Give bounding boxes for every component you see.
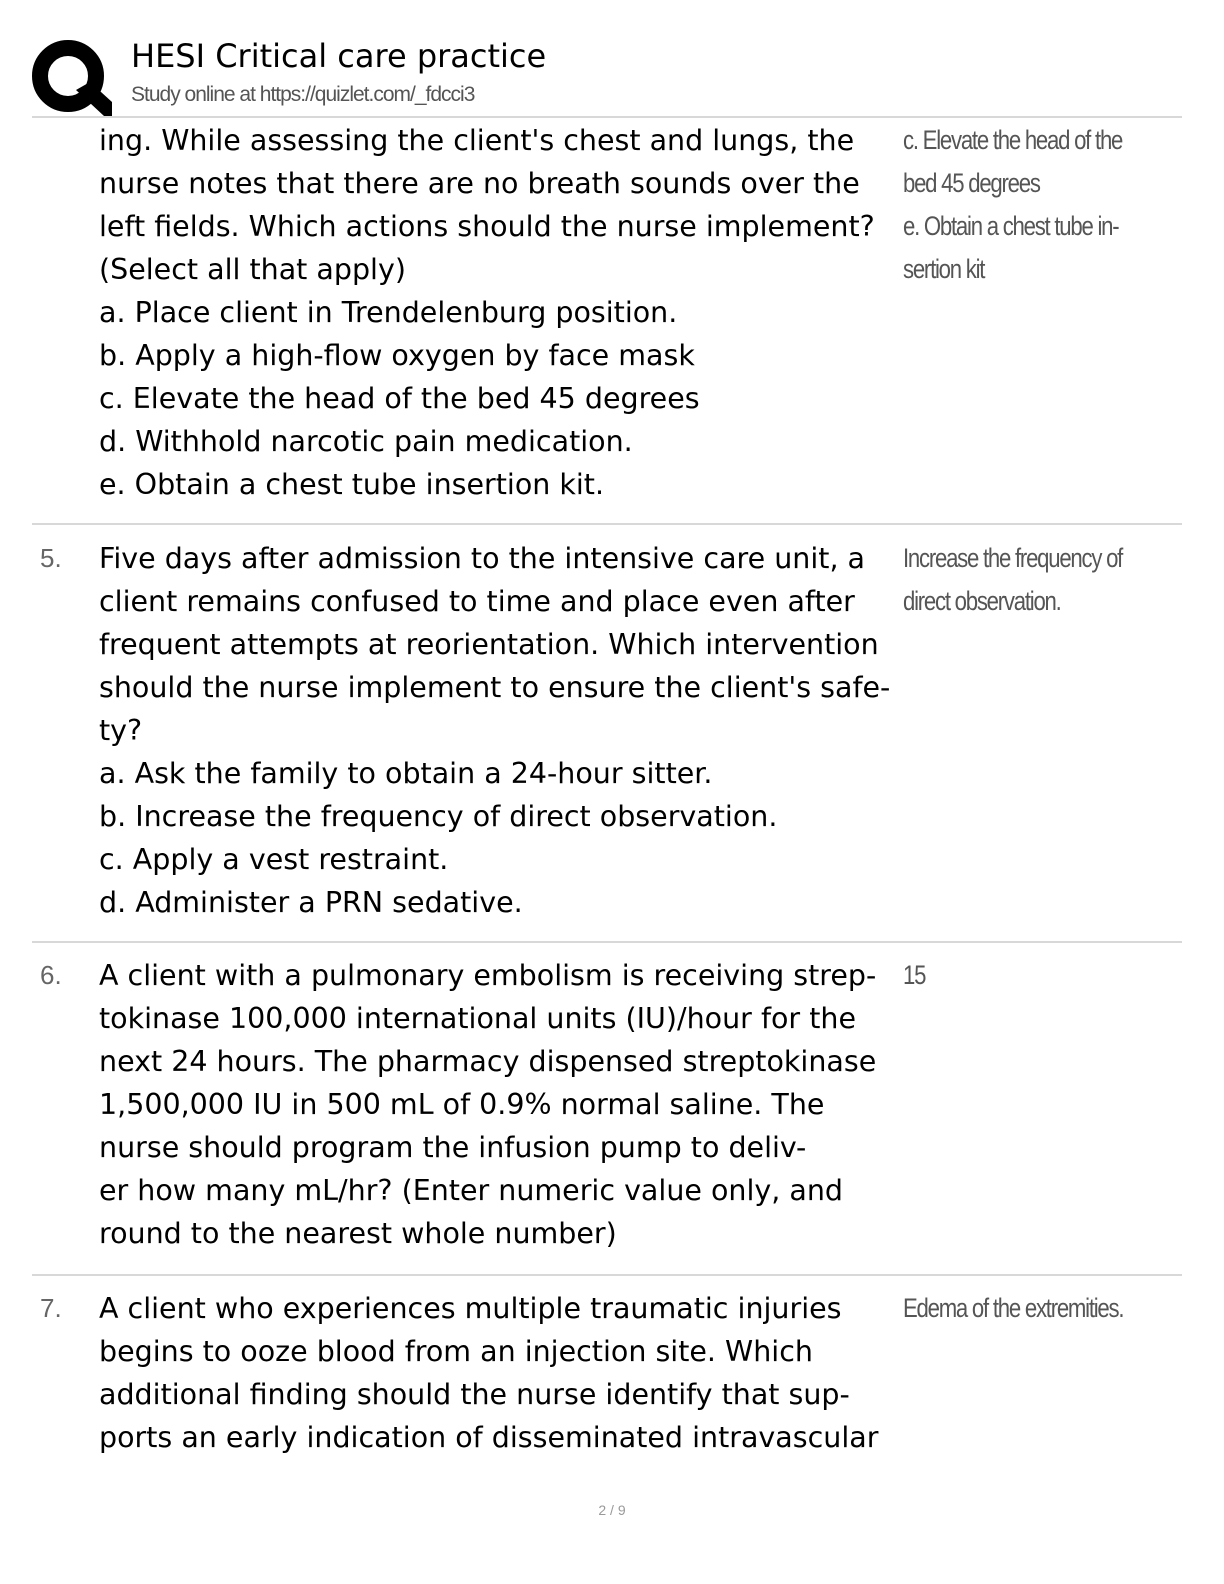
card-number: 6. xyxy=(40,960,62,990)
answer-option: b. Increase the frequency of direct observation. xyxy=(99,800,778,833)
question-line: should the nurse implement to ensure the client's safe- xyxy=(99,671,891,704)
answer-line: c. Elevate the head of the xyxy=(903,125,1123,155)
question-line: er how many mL/hr? (Enter numeric value only, and xyxy=(99,1174,843,1207)
card-question xyxy=(99,119,899,506)
answer-line: bed 45 degrees xyxy=(903,168,1040,198)
question-line: next 24 hours. The pharmacy dispensed streptokinase xyxy=(99,1045,877,1078)
page-header xyxy=(30,32,1190,116)
answer-option: d. Administer a PRN sedative. xyxy=(99,886,523,919)
question-line: tokinase 100,000 international units (IU)/hour for the xyxy=(99,1002,856,1035)
card-answer xyxy=(903,119,1141,291)
question-line: A client who experiences multiple traumatic injuries xyxy=(99,1292,842,1325)
card-question xyxy=(99,537,899,924)
question-line: 1,500,000 IU in 500 mL of 0.9% normal saline. The xyxy=(99,1088,825,1121)
question-line: frequent attempts at reorientation. Which intervention xyxy=(99,628,879,661)
quizlet-q-logo-icon xyxy=(30,36,112,118)
question-line: left fields. Which actions should the nurse implement? xyxy=(99,210,875,243)
question-line: Five days after admission to the intensive care unit, a xyxy=(99,542,866,575)
answer-line: Edema of the extremities. xyxy=(903,1293,1124,1323)
question-line: ty? xyxy=(99,714,143,747)
question-line: nurse notes that there are no breath sounds over the xyxy=(99,167,860,200)
header-divider xyxy=(32,116,1182,118)
question-line: begins to ooze blood from an injection site. Which xyxy=(99,1335,813,1368)
answer-option: c. Elevate the head of the bed 45 degrees xyxy=(99,382,700,415)
answer-line: sertion kit xyxy=(903,254,985,284)
answer-option: c. Apply a vest restraint. xyxy=(99,843,449,876)
answer-option: b. Apply a high-flow oxygen by face mask xyxy=(99,339,695,372)
card-answer xyxy=(903,1287,1141,1330)
question-line: additional finding should the nurse identify that sup- xyxy=(99,1378,850,1411)
card-divider xyxy=(32,1274,1182,1276)
answer-option: e. Obtain a chest tube insertion kit. xyxy=(99,468,605,501)
page-indicator: 2 / 9 xyxy=(598,1502,626,1518)
question-line: round to the nearest whole number) xyxy=(99,1217,617,1250)
answer-line: 15 xyxy=(903,960,926,990)
card-question xyxy=(99,954,899,1255)
answer-option: a. Place client in Trendelenburg position. xyxy=(99,296,678,329)
answer-option: d. Withhold narcotic pain medication. xyxy=(99,425,633,458)
answer-option: a. Ask the family to obtain a 24-hour sitter. xyxy=(99,757,713,790)
question-line: client remains confused to time and place even after xyxy=(99,585,855,618)
question-line: ing. While assessing the client's chest and lungs, the xyxy=(99,124,855,157)
question-line: ports an early indication of disseminated intravascular xyxy=(99,1421,879,1454)
question-line: A client with a pulmonary embolism is receiving strep- xyxy=(99,959,877,992)
question-line: (Select all that apply) xyxy=(99,253,406,286)
card-divider xyxy=(32,523,1182,525)
study-online-link[interactable]: Study online at https://quizlet.com/_fdcci3 xyxy=(131,83,475,106)
answer-line: direct observation. xyxy=(903,586,1061,616)
answer-line: e. Obtain a chest tube in- xyxy=(903,211,1119,241)
card-answer xyxy=(903,954,1141,997)
page-title: HESI Critical care practice xyxy=(131,37,547,75)
answer-line: Increase the frequency of xyxy=(903,543,1123,573)
card-number: 7. xyxy=(40,1293,62,1323)
card-number: 5. xyxy=(40,543,62,573)
question-line: nurse should program the infusion pump to deliv- xyxy=(99,1131,807,1164)
card-question xyxy=(99,1287,899,1459)
card-answer xyxy=(903,537,1141,623)
card-divider xyxy=(32,941,1182,943)
